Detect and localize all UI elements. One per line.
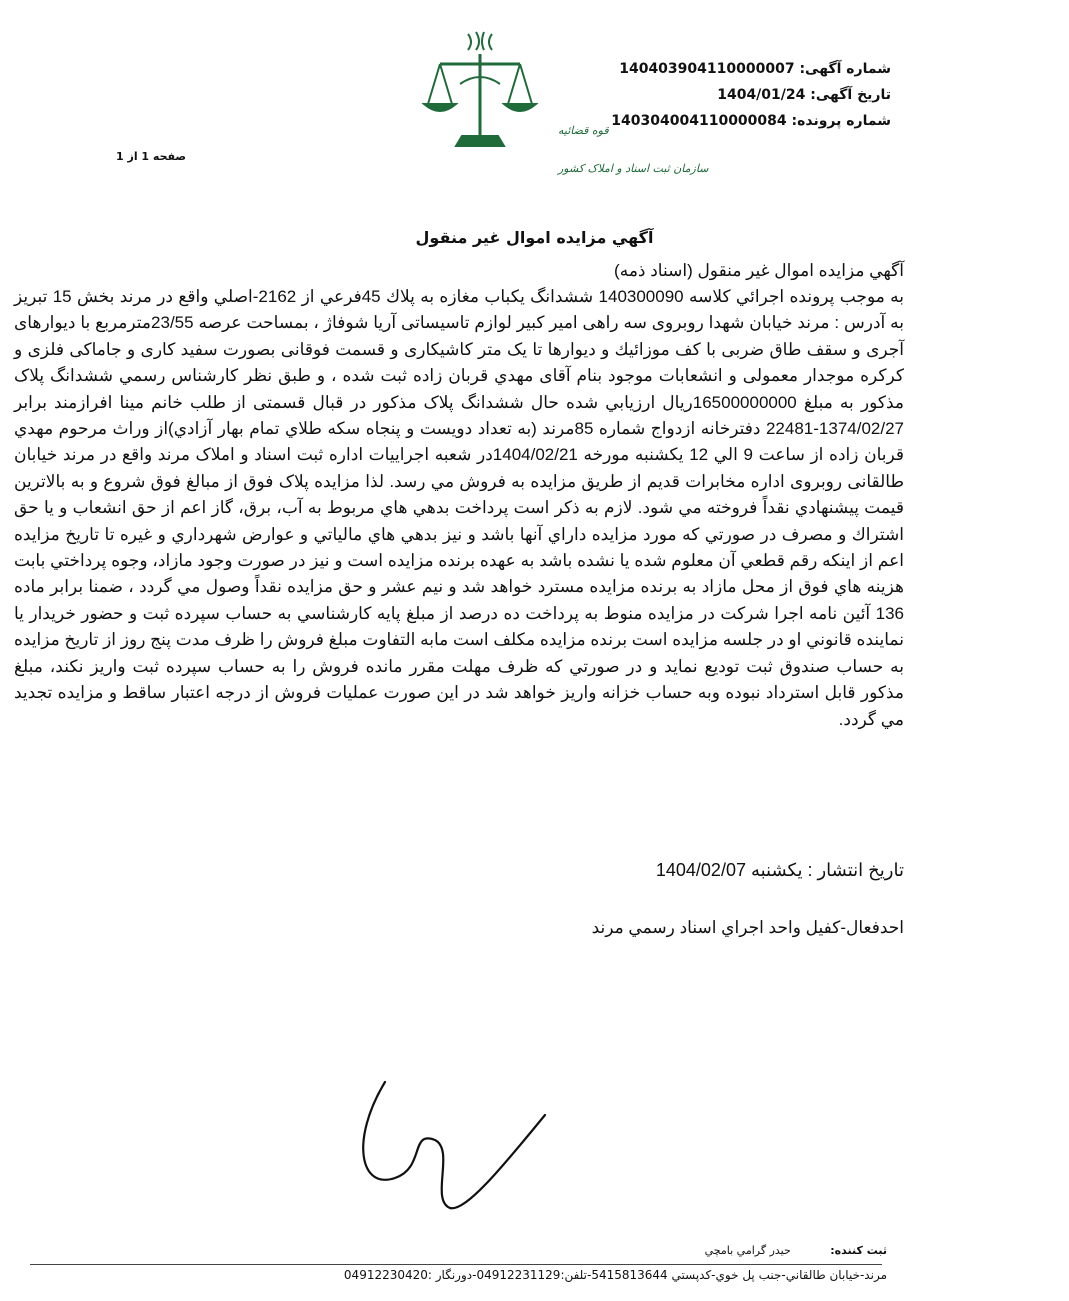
notice-date-label: تاریخ آگهی: xyxy=(810,87,891,103)
file-number: 140304004110000084 xyxy=(611,113,787,129)
notice-paragraph: به موجب پرونده اجرائي كلاسه 140300090 ششدانگ يكباب مغازه به پلاك 45فرعي از 2162-اصلي واقع در مرند بخش 15 تبريز به آدرس : مرند خيابان شهدا روبروی سه راهی امير كبير لوازم تاسيساتی آريا شوفاژ ، بمساحت عرصه 23/55مترمربع با ديوارهای آجری و سقف طاق ضربی با كف موزائيك و ديوارها تا يک متر كاشيكاری و قسمت فوقانی بصورت سفيد كاری و جاماكی فلزی و كركره موجدار معمولی و انشعابات موجود بنام آقای مهدي قربان زاده ثبت شده ، و طبق نظر كارشناس رسمي ششدانگ پلاک مذكور به مبلغ 16500000000ريال ارزيابي شده حال ششدانگ پلاک مذكور در قبال قسمتی از طلب خانم مينا افرازمند برابر 1374/02/27-22481 دفترخانه ازدواج شماره 85مرند (به تعداد دويست و پنجاه سكه طلاي تمام بهار آزادي)از وراث مرحوم مهدي قربان زاده از ساعت 9 الي 12 يكشنبه مورخه 1404/02/21در شعبه اجراييات اداره ثبت اسناد و املاک مرند واقع در مرند خيابان طالقانی روبروی اداره مخابرات قديم از طريق مزايده به فروش مي رسد. لذا مزايده پلاک فوق از مبالغ فوق شروع و به بالاترين قيمت پيشنهادي نقداً فروخته مي شود. لازم به ذكر است پرداخت بدهي هاي مربوط به آب، برق، گاز اعم از حق انشعاب و يا حق اشتراك و مصرف در صورتي كه مورد مزايده داراي آنها باشد و نيز بدهي هاي مالياتي و عوارض شهرداري و غيره تا تاريخ مزايده اعم از اينكه رقم قطعي آن معلوم شده يا نشده باشد به عهده برنده مزايده است و نيز در صورت وجود مازاد، وجوه پرداختي بابت هزينه هاي فوق از محل مازاد به برنده مزايده مسترد خواهد شد و نيم عشر و حق مزايده نقداً وصول مي گردد ، ضمنا برابر ماده 136 آئين نامه اجرا شركت در مزايده منوط به پرداخت ده درصد از مبلغ پايه كارشناسي به حساب سپرده ثبت و حضور خريدار يا نماينده قانوني او در جلسه مزايده است برنده مزايده مكلف است مابه التفاوت مبلغ فروش را ظرف مدت پنج روز از تاريخ مزايده به حساب صندوق ثبت توديع نمايد و در صورتي كه ظرف مهلت مقرر مانده فروش را به حساب سپرده ثبت واريز نكند، مبلغ مذكور قابل استرداد نبوده وبه حساب خزانه واريز خواهد شد در اين صورت عمليات فروش از درجه اعتبار ساقط و مزايده تجديد مي گردد. xyxy=(14,287,905,729)
footer-address: مرند-خيابان طالقاني-جنب پل خوي-كدپستي 5415813644-تلفن:04912231129-دورنگار :04912230420 xyxy=(343,1268,887,1282)
notice-body xyxy=(14,258,904,733)
notice-date: 1404/01/24 xyxy=(717,87,806,103)
logo-text-organization: سازمان ثبت اسناد و املاک کشور xyxy=(558,162,709,175)
logo-text-judiciary: قوه قضائیه xyxy=(558,124,609,137)
registrar-label: ثبت كننده: xyxy=(830,1244,887,1257)
publication-date: تاريخ انتشار : يكشنبه 1404/02/07 xyxy=(655,860,904,880)
notice-meta xyxy=(611,56,891,134)
notice-number: 140403904110000007 xyxy=(619,61,795,77)
notice-date-row xyxy=(611,82,891,108)
file-number-row xyxy=(611,108,891,134)
page-number: صفحه 1 از 1 xyxy=(116,150,187,163)
file-number-label: شماره پرونده: xyxy=(791,113,891,129)
signatory: احدفعال-كفيل واحد اجراي اسناد رسمي مرند xyxy=(591,918,904,937)
registrar xyxy=(705,1244,887,1257)
notice-number-label: شماره آگهی: xyxy=(799,61,891,77)
notice-number-row xyxy=(611,56,891,82)
handwritten-signature xyxy=(340,1070,560,1220)
registrar-name: حيدر گرامي بامچي xyxy=(704,1244,791,1257)
notice-subtitle: آگهي مزايده اموال غير منقول (اسناد ذمه) xyxy=(614,261,904,280)
footer-divider xyxy=(30,1264,882,1265)
notice-title: آگهي مزايده اموال غير منقول xyxy=(415,228,654,247)
